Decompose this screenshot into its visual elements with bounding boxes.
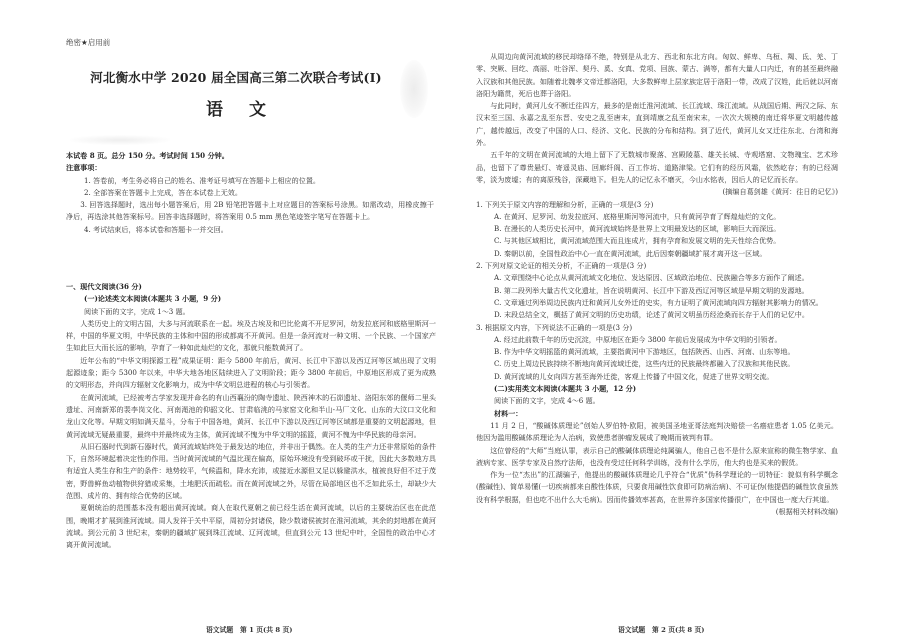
exam-page-2 <box>452 0 904 640</box>
note-item: 1. 答卷前，考生务必将自己的姓名、准考证号填写在答题卡上相应的位置。 <box>84 175 321 185</box>
passage-paragraph: 人类历史上的文明古国，大多与河流联系在一起。埃及古埃及和巴比伦离不开尼罗河，幼发拉底河和底格里斯河一样，中国的华夏文明，中华民族的主体和中国的形成都离不开黄河。但是一条河流对一种文明、一个民族、一个国家产生如此巨大而长远的影响，孕育了一种如此灿烂的文化，那就只能数黄河了。 <box>66 318 436 353</box>
reading-section <box>66 281 436 552</box>
passage-paragraph: 从旧石器时代到新石器时代，黄河流域始终处于最发达的地位，并非出于偶然。在人类的生产力还非常原始的条件下，自然环境起着决定性的作用。当时黄河流域的气温比现在偏高，原始环境没有受到破坏或干扰，因此大多数地方具有适宜人类生存和生产的条件：地势较平，气候温和，降水充沛，或接近水源但又足以躲避洪水，植被良好但不过于茂密，野兽鲜鱼动植物供狩猎或采集，土地肥沃而疏松。而在黄河流域之外，尽管在局部地区也不乏如此乐土，却缺少大范围、成片的、拥有综合优势的区域。 <box>66 441 436 501</box>
notes-heading: 注意事项： <box>66 163 102 173</box>
note-item: 4. 考试结束后，将本试卷和答题卡一并交回。 <box>84 224 228 234</box>
reading-instruction-2: 阅读下面的文字，完成 4～6 题。 <box>494 396 600 406</box>
subsection-heading: (一)论述类文本阅读(本题共 3 小题，9 分) <box>84 294 222 304</box>
question-3-option-c: C. 历史上周边民族持续不断地向黄河流域迁徙，这些内迁的民族最终都融入了汉族和其他民族。 <box>494 359 795 369</box>
question-2-option-a: A. 文章围绕中心论点从黄河流域文化地位、发达原因、区域政治地位、民族融合等多方面作了阐述。 <box>494 273 809 283</box>
question-3-option-a: A. 经过此前数千年的历史沉淀，中原地区在距今 3800 年前后发展成为中华文明的引领者。 <box>494 334 782 344</box>
passage-paragraph: 五千年的文明在黄河流域的大地上留下了无数城市聚落、宫殿陵墓、雄关长城、寺观塔窟、文物瑰宝、艺术珍品，也留下了尊贵悬灯、寄遥灵庙、回廊纤阁、百工作坊、道路津梁。它们有的经历风霜，依然屹存；有的已经凋零，淡为废墟；有的离原残谷，深藏地下。但先人的记忆永不磨灭，今山水铭表，因后人的记忆而长存。 <box>476 150 838 184</box>
exam-instructions <box>66 150 434 236</box>
subsection-heading-2: (二)实用类文本阅读(本题共 3 小题，12 分) <box>494 384 637 394</box>
question-2-option-b: B. 第二段列举大量古代文化遗址，旨在说明黄河、长江中下游及西辽河等区域是早期文明的发源地。 <box>494 285 809 295</box>
material-label: 材料一： <box>494 408 523 418</box>
question-3-option-d: D. 黄河流域的儿女向四方甚至海外迁徙，客观上传播了中国文化，促进了世界文明交流。 <box>494 371 774 381</box>
question-2-stem: 2. 下列对原文论证的相关分析，不正确的一项是(3 分) <box>476 261 647 271</box>
passage-paragraph: 与此同时，黄河儿女不断迁往四方，最多的是南迁淮河流域、长江流域、珠江流域。从战国后期、两汉之际、东汉末至三国、永嘉之乱至东晋、安史之乱至唐末，直到靖康之乱至南宋末，一次次大规模的南迁将华夏文明越传越广，越传越远，改变了中国的人口、经济、文化、民族的分布和结构。到了近代，黄河儿女又迁往东北、台湾和海外。 <box>476 101 838 148</box>
question-3-stem: 3. 根据原文内容，下列说法不正确的一项是(3 分) <box>476 322 633 332</box>
page-footer: 语文试题 第 1 页(共 8 页) <box>206 626 293 634</box>
question-2-option-d: D. 末段总结全文，概括了黄河文明的历史功绩，论述了黄河文明虽历经沧桑而长存于人们的记忆中。 <box>494 310 809 320</box>
question-2-option-c: C. 文章通过列举周边民族内迁和黄河儿女外迁的史实，有力证明了黄河流域向四方辐射其影响力的情况。 <box>494 297 823 307</box>
passage-paragraph: 在黄河流域，已经被考古学家发现并命名的有山西襄汾的陶寺遗址、陕西神木的石峁遗址、洛阳东郊的偃师二里头遗址、河南新郑的裴李岗文化、河南渑池的仰韶文化、甘肃临洮的马家窑文化和半山-马厂文化、山东的大汶口文化和龙山文化等。早期文明如满天星斗，分布于中国各地，黄河、长江中下游以及西辽河等区域都是重要的文明起源地，但黄河流域无疑最重要，最终中并最终成为主体，黄河流域不愧为中华文明的摇篮，黄河不愧为中华民族的母亲河。 <box>66 392 436 439</box>
exam-info: 本试卷 8 页。总分 150 分。考试时间 150 分钟。 <box>66 151 229 160</box>
material-paragraph: 这位曾经的“大师”当庭认罪，表示自己的酸碱体质理论纯属骗人，他自己也不是什么原来宣称的微生物学家、血液病专家、医学专家及自然疗法师，也没有受过任何科学训练，没有什么学历，他大约也是买来的假货。 <box>476 445 838 467</box>
material-paragraph: 11 月 2 日，“酸碱体质理论”创始人罗伯特·欧阳，被美国圣地亚哥法庭判决赔偿一名癌症患者 1.05 亿美元。他因为滥用酸碱体质理论为人治病，致使患者肿瘤发展成了晚期而被判有罪。 <box>476 420 838 443</box>
passage-paragraph: 从周边向黄河流域的移民却络绎不绝，特别是从北方、西北和东北方向。匈奴、鲜卑、乌桓、羯、氐、羌、丁零、突厥、回纥、高丽、吐谷浑、契丹、奚、女真、党项、回族、蒙古、满等，都有大量人口内迁，有的甚至最终融入汉族和其他民族。如随着北魏孝文帝迁都洛阳，大多数鲜卑上层家族定居于洛阳一带，改成了汉姓，此后就以河南洛阳为籍贯，死后也葬于洛阳。 <box>476 52 838 98</box>
passage-paragraph: 近年公布的“中华文明探源工程”成果证明：距今 5800 年前后，黄河、长江中下游以及西辽河等区域出现了文明起源迹象；距今 5300 年以来，中华大地各地区陆续进入了文明阶段；距今 3800 年前后，中原地区形成了更为成熟的文明形态，并向四方辐射文化影响力，成为中华文明总进程的核心与引领者。 <box>66 355 436 390</box>
material-source: (根据相关材料改编) <box>775 506 838 516</box>
subject-title: 语文 <box>206 100 292 120</box>
note-item: 3. 回答选择题时，选出每小题答案后，用 2B 铅笔把答题卡上对应题目的答案标号涂黑。如需改动，用橡皮擦干净后，再选涂其他答案标号。回答非选择题时，将答案用 0.5 mm 黑色笔迹签字笔写在答题卡上。 <box>66 200 434 222</box>
passage-paragraph: 夏朝统治的范围基本没有超出黄河流域。商人在取代夏朝之前已经生活在黄河流域，以后的主要统治区也在此范围，晚期才扩展到淮河流域。周人发祥于关中平原，周初分封诸侯，除少数诸侯被封在淮河流域，其余的封地都在黄河流域。到公元前 3 世纪末，秦朝的疆域扩展到珠江流域、辽河流域，但直到公元 13 世纪中叶，全国性的政治中心才离开黄河流域。 <box>66 503 436 550</box>
note-item: 2. 全部答案在答题卡上完成，答在本试卷上无效。 <box>84 187 242 197</box>
reading-instruction: 阅读下面的文字，完成 1～3 题。 <box>84 306 190 316</box>
confidential-label: 绝密★启用前 <box>66 38 111 47</box>
question-1-stem: 1. 下列关于原文内容的理解和分析，正确的一项是(3 分) <box>476 199 654 209</box>
exam-title: 河北衡水中学 2020 届全国高三第二次联合考试(Ⅰ) <box>90 70 382 85</box>
question-1-option-b: B. 在漫长的人类历史长河中，黄河流域始终是世界上文明最发达的区域，影响巨大而深远。 <box>494 224 781 234</box>
passage-source: (摘编自葛剑雄《黄河：往日的记忆》) <box>722 187 838 197</box>
page-footer: 语文试题 第 2 页(共 8 页) <box>618 626 705 634</box>
section-heading: 一、现代文阅读(36 分) <box>66 282 142 291</box>
question-3-option-b: B. 作为中华文明摇篮的黄河流域，主要指黄河中下游地区，包括陕西、山西、河南、山东等地。 <box>494 347 795 357</box>
passage-continued <box>476 51 838 518</box>
material-paragraph: 作为一位“杰出”的江湖骗子，他提出的酸碱体质理论几乎符合“优质”伪科学理论的一切特征：貌似有科学概念(酸碱性)、简单易懂(一切疾病都来自酸性体质，只要食用碱性饮食即可防病治病)、不可证伪(他提倡的碱性饮食虽然没有科学根据，但也吃不出什么大毛病)。因而传播效率甚高，在世界许多国家传播很广，在中国也一度大行其道。 <box>476 470 838 504</box>
scan-smudge <box>70 135 170 145</box>
question-1-option-a: A. 在黄河、尼罗河、幼发拉底河、底格里斯河等河流中，只有黄河孕育了辉煌灿烂的文化。 <box>494 211 781 221</box>
scan-smudge <box>400 60 428 118</box>
question-1-option-d: D. 秦朝以前，全国性政治中心一直在黄河流域，此后因秦朝疆域扩展才离开这一区域。 <box>494 248 767 258</box>
question-1-option-c: C. 与其他区域相比，黄河流域范围大而且连成片，拥有孕育和发展文明的先天性综合优势。 <box>494 236 781 246</box>
